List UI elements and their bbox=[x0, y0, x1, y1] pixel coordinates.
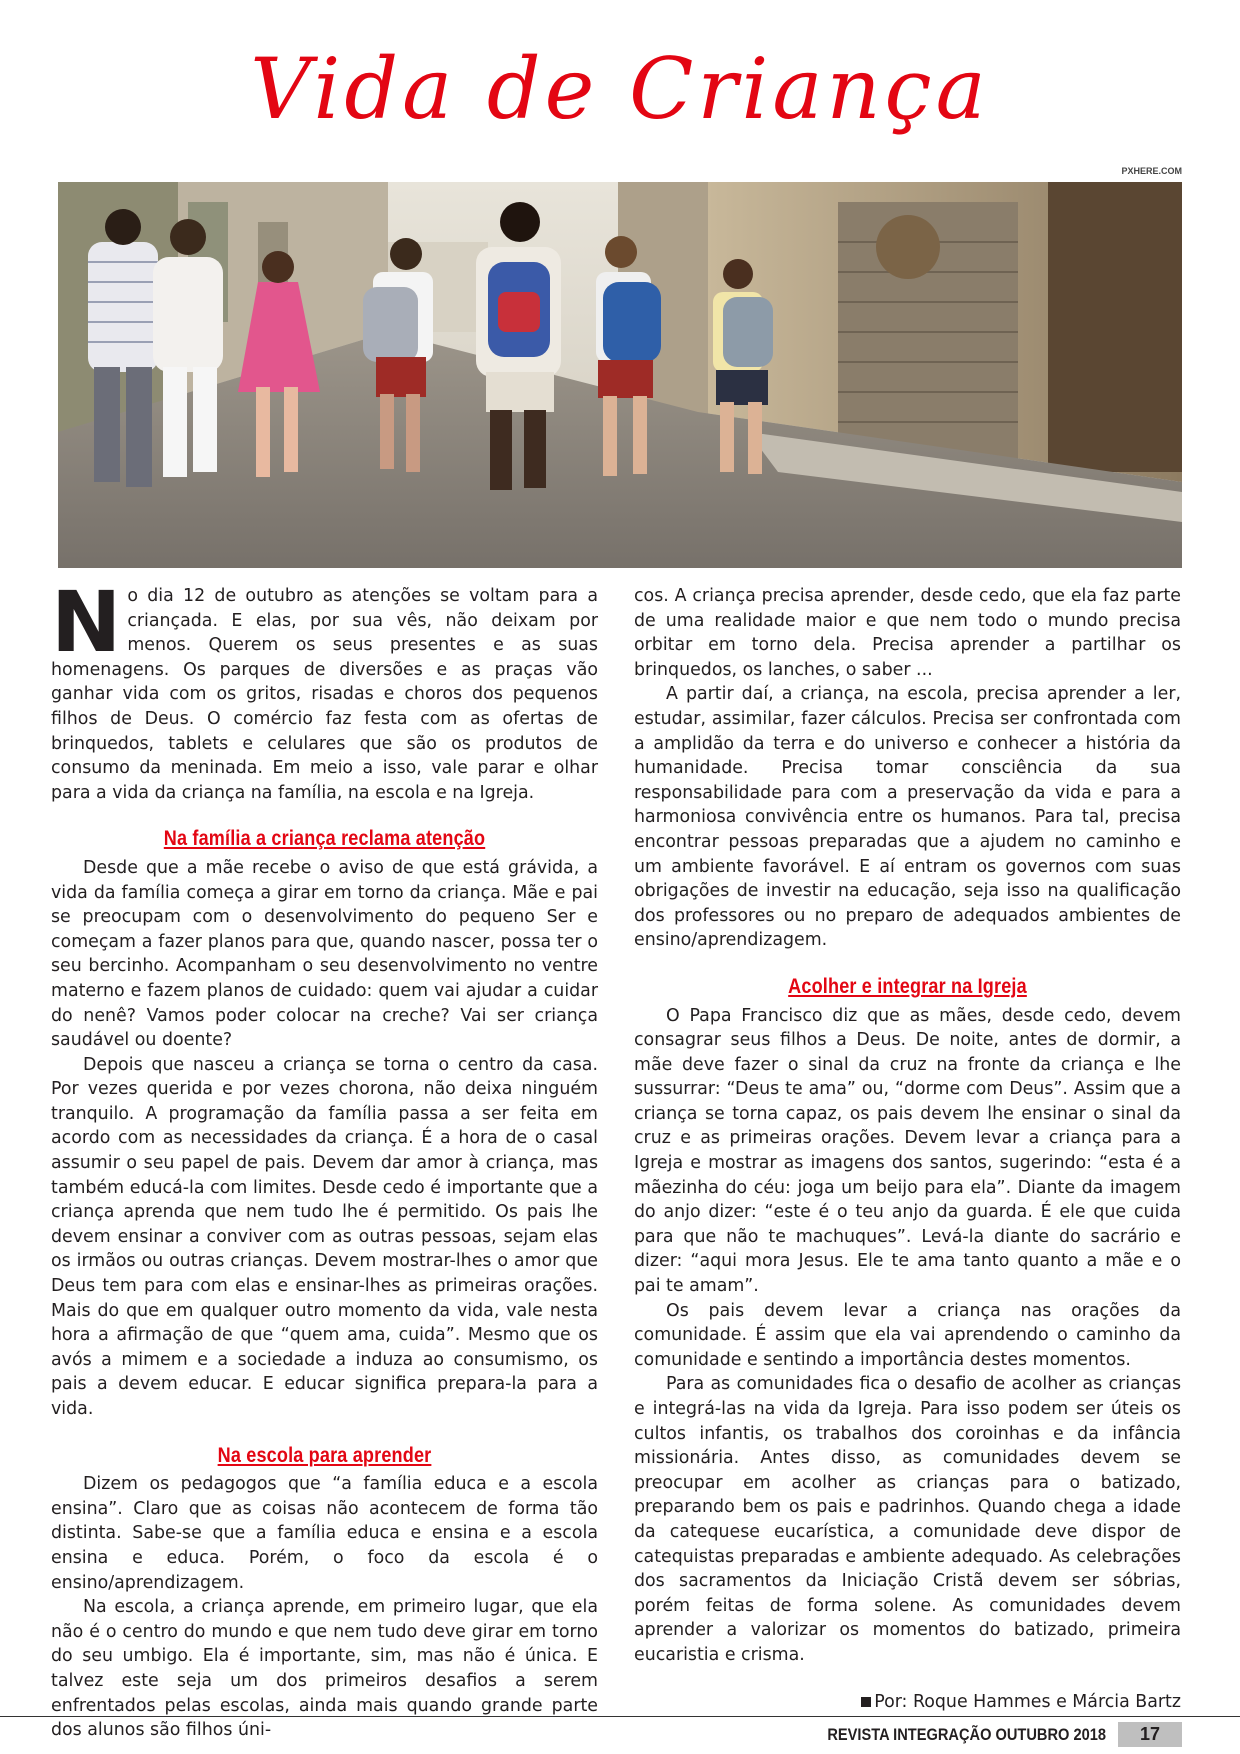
section-heading-familia: Na família a criança reclama atenção bbox=[163, 827, 486, 851]
photo-credit: PXHERE.COM bbox=[1121, 166, 1182, 176]
paragraph-familia-1: Desde que a mãe recebe o aviso de que está grávida, a vida da família começa a girar em torno da criança. Mãe e pai se preocupam com o desenvolvimento do pequeno Ser e começam a fazer planos para que, quando nascer, possa ter o seu bercinho. Acompanham o seu desenvolvimento no ventre materno e fazem planos de cuidado: quem vai ajudar a cuidar do nenê? Vamos poder colocar na creche? Vai ser criança saudável ou doente? bbox=[51, 857, 598, 1051]
footer-divider bbox=[0, 1716, 1240, 1717]
page-footer bbox=[782, 1722, 1182, 1747]
drop-cap: N bbox=[51, 573, 122, 671]
paragraph-igreja-3: Para as comunidades fica o desafio de acolher as crianças e integrá-las na vida da Igreja. Para isso podem ser úteis os cultos infantis, os trabalhos dos coroinhas e da infância missionária. Antes disso, as comunidades devem se preocupar em acolher as crianças para o batizado, preparando bem os pais e padrinhos. Quando chega a idade da catequese eucarística, a comunidade deve dispor de catequistas preparadas e ambiente adequado. As celebrações dos sacramentos da Iniciação Cristã devem ser sóbrias, porém feitas de forma solene. As comunidades devem aprender a valorizar os momentos do batizado, primeira eucaristia e crisma. bbox=[634, 1374, 1181, 1665]
page-title: Vida de Criança bbox=[250, 40, 990, 138]
square-bullet-icon bbox=[861, 1697, 871, 1707]
paragraph-escola-3: A partir daí, a criança, na escola, precisa aprender a ler, estudar, assimilar, fazer cálculos. Precisa ser confrontada com a amplidão da terra e do universo e conhecer a história da humanidade. Precisa tomar consciência da sua responsabilidade para com a preservação da vida e para a harmoniosa convivência entre os humanos. Para tal, precisa encontrar pessoas preparadas que a ajudem no caminho e um ambiente favorável. E aí entram os governos com suas obrigações de investir na educação, seja isso na qualificação dos professores ou no preparo de adequados ambientes de ensino/aprendizagem. bbox=[634, 684, 1181, 951]
article-column-right bbox=[634, 584, 1181, 1714]
article-column-left bbox=[51, 573, 598, 1743]
section-heading-igreja: Acolher e integrar na Igreja bbox=[788, 974, 1027, 998]
magazine-name: REVISTA INTEGRAÇÃO OUTUBRO 2018 bbox=[827, 1724, 1106, 1744]
paragraph-igreja-1: O Papa Francisco diz que as mães, desde cedo, devem consagrar seus filhos a Deus. De noite, antes de dormir, a mãe deve fazer o sinal da cruz na fronte da criança e lhe sussurrar: “Deus te ama” ou, “dorme com Deus”. Assim que a criança se torna capaz, os pais devem lhe ensinar o sinal da cruz e as primeiras orações. Devem levar a criança para a Igreja e mostrar as imagens dos santos, sugerindo: “esta é a mãezinha do céu: joga um beijo para ela”. Diante da imagem do anjo dizer: “este é o teu anjo da guarda. É ele que cuida para que não te machuques”. Levá-la diante do sacrário e dizer: “aqui mora Jesus. Ele te ama tanto quanto a mãe e o pai te amam”. bbox=[634, 1005, 1181, 1297]
author-byline bbox=[634, 1690, 1181, 1715]
intro-text: o dia 12 de outubro as atenções se voltam para a criançada. E elas, por sua vês, não deixam por menos. Querem os seus presentes e as suas homenagens. Os parques de diversões e as praças vão ganhar vida com os gritos, risadas e choros dos pequenos filhos de Deus. O comércio faz festa com as ofertas de brinquedos, tablets e celulares que são os produtos de consumo da meninada. Em meio a isso, vale parar e olhar para a vida da criança na família, na escola e na Igreja. bbox=[51, 586, 598, 803]
intro-paragraph bbox=[51, 573, 598, 805]
paragraph-escola-1: Dizem os pedagogos que “a família educa e a escola ensina”. Claro que as coisas não acontecem de forma tão distinta. Sabe-se que a família educa e ensina e a escola ensina e educa. Porém, o foco da escola é o ensino/aprendizagem. bbox=[51, 1474, 598, 1593]
paragraph-familia-2: Depois que nasceu a criança se torna o centro da casa. Por vezes querida e por vezes chorona, não deixa ninguém tranquilo. A programação da família passa a ser feita em acordo com as necessidades da criança. É a hora de o casal assumir o seu papel de pais. Devem dar amor à criança, mas também educá-la com limites. Desde cedo é importante que a criança aprenda que nem tudo lhe é permitido. Os pais lhe devem ensinar a conviver com as outras pessoas, sejam elas os irmãos ou outras crianças. Devem mostrar-lhes o amor que Deus tem para com elas e ensinar-lhes as primeiras orações. Mais do que em qualquer outro momento da vida, vale nesta hora a afirmação de que “quem ama, cuida”. Mesmo que os avós a mimem e a sociedade a induza ao consumismo, os pais a devem educar. E educar significa prepara-la para a vida. bbox=[51, 1054, 598, 1419]
section-heading-escola: Na escola para aprender bbox=[217, 1443, 432, 1467]
header-photo bbox=[58, 182, 1182, 568]
author-text: Por: Roque Hammes e Márcia Bartz bbox=[874, 1691, 1181, 1712]
paragraph-igreja-2: Os pais devem levar a criança nas orações da comunidade. É assim que ela vai aprendendo o caminho da comunidade e sentindo a importância destes momentos. bbox=[634, 1300, 1181, 1370]
paragraph-continuation: cos. A criança precisa aprender, desde cedo, que ela faz parte de uma realidade maior e que nem todo o mundo precisa orbitar em torno dela. Precisa aprender a partilhar os brinquedos, os lanches, o saber ... bbox=[634, 586, 1181, 680]
paragraph-escola-2: Na escola, a criança aprende, em primeiro lugar, que ela não é o centro do mundo e que nem tudo deve girar em torno do seu umbigo. Ela é importante, sim, mas não é única. E talvez este seja um dos primeiros desafios a serem enfrentados pelas escolas, ainda mais quando grande parte dos alunos são filhos úni- bbox=[51, 1597, 598, 1741]
page-number: 17 bbox=[1118, 1722, 1182, 1747]
